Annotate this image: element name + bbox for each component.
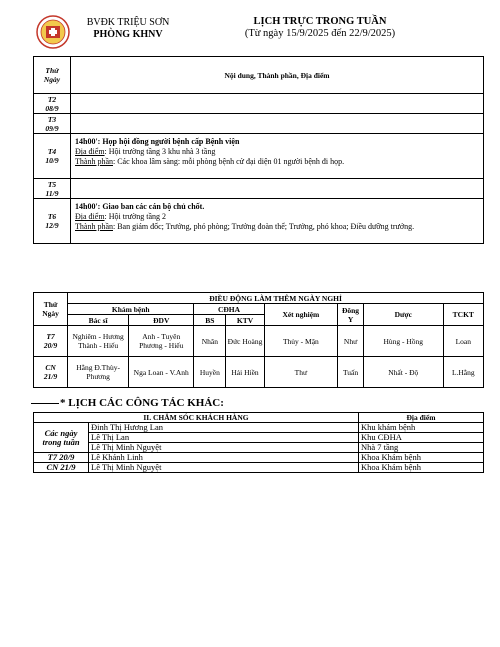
cell-duoc: Hùng - Hồng <box>363 326 443 357</box>
date-label: 08/9 <box>45 103 59 113</box>
staff-location: Khoa Khám bệnh <box>359 453 484 463</box>
cell-ktv: Đức Hoàng <box>226 326 264 357</box>
day-cell <box>34 94 71 114</box>
header-kham-benh: Khám bệnh <box>68 304 194 315</box>
date-label: 09/9 <box>45 123 59 133</box>
location-value: : Hội trường tầng 3 khu nhà 3 tầng <box>104 147 216 156</box>
day-cell <box>34 134 71 179</box>
cell-bs: Nhân <box>194 326 226 357</box>
header-cdha: CĐHA <box>194 304 264 315</box>
weekend-row-cn <box>34 357 484 388</box>
header-dong-y: Đông Y <box>338 304 364 326</box>
dept-name: PHÒNG KHNV <box>93 29 163 40</box>
date-label: 11/9 <box>45 188 59 198</box>
members-value: : Các khoa lâm sàng: mỗi phòng bệnh cử đại diện 01 người bệnh đi họp. <box>113 157 345 166</box>
cell-bs: Huyền <box>194 357 226 388</box>
section-header: II. CHĂM SÓC KHÁCH HÀNG <box>34 413 359 423</box>
event-members <box>75 222 479 232</box>
care-row <box>34 443 484 453</box>
day-cell <box>34 114 71 134</box>
content-header: Nội dung, Thành phần, Địa điểm <box>71 57 484 94</box>
date-label: 10/9 <box>45 156 59 165</box>
event-cell <box>71 179 484 199</box>
day-cell: CN 21/9 <box>34 463 89 473</box>
day-header-label: Thứ <box>45 66 59 75</box>
day-label: T5 <box>47 179 57 189</box>
event-title: 14h00': Họp hội đồng người bệnh cấp Bệnh viện <box>75 137 240 146</box>
cell-dong-y: Như <box>338 326 364 357</box>
event-cell <box>71 199 484 244</box>
day-label: T4 <box>47 147 57 156</box>
staff-location: Khoa Khám bệnh <box>359 463 484 473</box>
care-row <box>34 423 484 433</box>
day-cell <box>34 357 68 388</box>
day-label: T6 <box>47 212 57 221</box>
header-bac-si: Bác sĩ <box>68 315 129 326</box>
weekly-schedule-table <box>33 56 484 244</box>
day-cell <box>34 326 68 357</box>
day-cell: T7 20/9 <box>34 453 89 463</box>
cell-duoc: Nhất - Độ <box>363 357 443 388</box>
header-ddv: ĐDV <box>129 315 194 326</box>
schedule-row-t2 <box>34 94 484 114</box>
date-header-label: Ngày <box>43 75 61 84</box>
day-label: T7 <box>46 332 55 341</box>
schedule-row-t5 <box>34 179 484 199</box>
cell-bac-si: Nghiêm - Hương Thành - Hiếu <box>68 326 129 357</box>
heading-rule <box>31 403 59 404</box>
cell-xet-nghiem: Thư <box>264 357 337 388</box>
cell-tckt: Loan <box>443 326 483 357</box>
day-cell <box>34 179 71 199</box>
day-header-label: Thứ <box>43 300 58 309</box>
cell-bac-si: Hằng Đ.Thùy-Phương <box>68 357 129 388</box>
cell-tckt: L.Hằng <box>443 357 483 388</box>
other-tasks-title: * LỊCH CÁC CÔNG TÁC KHÁC: <box>60 397 224 409</box>
care-row <box>34 453 484 463</box>
day-cell <box>34 199 71 244</box>
date-label: 12/9 <box>45 221 59 230</box>
schedule-row-t4 <box>34 134 484 179</box>
date-label: 21/9 <box>43 372 58 381</box>
day-label: T2 <box>47 94 57 104</box>
staff-name: Đinh Thị Hương Lan <box>89 423 359 433</box>
event-title: 14h00': Giao ban các cán bộ chủ chốt. <box>75 202 205 211</box>
cell-xet-nghiem: Thủy - Mận <box>264 326 337 357</box>
cell-ddv: Nga Loan - V.Anh <box>129 357 194 388</box>
page-title: LỊCH TRỰC TRONG TUẦN <box>253 16 387 27</box>
staff-location: Nhà 7 tầng <box>359 443 484 453</box>
day-header <box>34 293 68 326</box>
cell-ddv: Anh - Tuyên Phương - Hiếu <box>129 326 194 357</box>
customer-care-table <box>33 412 484 473</box>
schedule-row-t3 <box>34 114 484 134</box>
hospital-logo <box>36 15 70 49</box>
staff-name: Lê Khánh Linh <box>89 453 359 463</box>
cell-ktv: Hải Hiền <box>226 357 264 388</box>
location-label: Địa điểm <box>75 212 105 221</box>
location-label: Địa điểm <box>75 147 105 156</box>
location-header: Địa điểm <box>359 413 484 423</box>
weekend-row-t7 <box>34 326 484 357</box>
event-cell <box>71 114 484 134</box>
header-xet-nghiem: Xét nghiệm <box>264 304 337 326</box>
day-header <box>34 57 71 94</box>
day-label: CN <box>45 363 56 372</box>
org-block <box>84 17 172 41</box>
weekday-group-cell: Các ngày trong tuần <box>34 423 89 453</box>
care-row <box>34 463 484 473</box>
staff-name: Lê Thị Minh Nguyệt <box>89 443 359 453</box>
care-row <box>34 433 484 443</box>
event-cell <box>71 134 484 179</box>
event-cell <box>71 94 484 114</box>
date-label: 20/9 <box>43 341 58 350</box>
date-range: (Từ ngày 15/9/2025 đến 22/9/2025) <box>244 28 396 39</box>
header-tckt: TCKT <box>443 304 483 326</box>
weekend-duty-table <box>33 292 484 388</box>
members-label: Thành phần <box>75 222 113 231</box>
date-header-label: Ngày <box>42 309 59 318</box>
title-block <box>200 16 440 40</box>
staff-location: Khu CĐHA <box>359 433 484 443</box>
org-name: BVĐK TRIỆU SƠN <box>86 17 170 28</box>
header-ktv: KTV <box>226 315 264 326</box>
staff-location: Khu khám bệnh <box>359 423 484 433</box>
schedule-row-t6 <box>34 199 484 244</box>
members-label: Thành phần <box>75 157 113 166</box>
members-value: : Ban giám đốc; Trưởng, phó phòng; Trưởng đoàn thể; Trưởng, phó khoa; Điều dưỡng trưởng. <box>113 222 415 231</box>
day-label: T3 <box>47 114 57 124</box>
staff-name: Lê Thị Lan <box>89 433 359 443</box>
location-value: : Hội trường tầng 2 <box>104 212 166 221</box>
weekend-title: ĐIỀU ĐỘNG LÀM THÊM NGÀY NGHỈ <box>68 293 484 304</box>
header-bs: BS <box>194 315 226 326</box>
staff-name: Lê Thị Minh Nguyệt <box>89 463 359 473</box>
event-location <box>75 212 479 222</box>
header-duoc: Dược <box>363 304 443 326</box>
other-tasks-heading <box>31 397 224 409</box>
cell-dong-y: Tuấn <box>338 357 364 388</box>
event-location <box>75 147 479 157</box>
event-members <box>75 157 479 167</box>
